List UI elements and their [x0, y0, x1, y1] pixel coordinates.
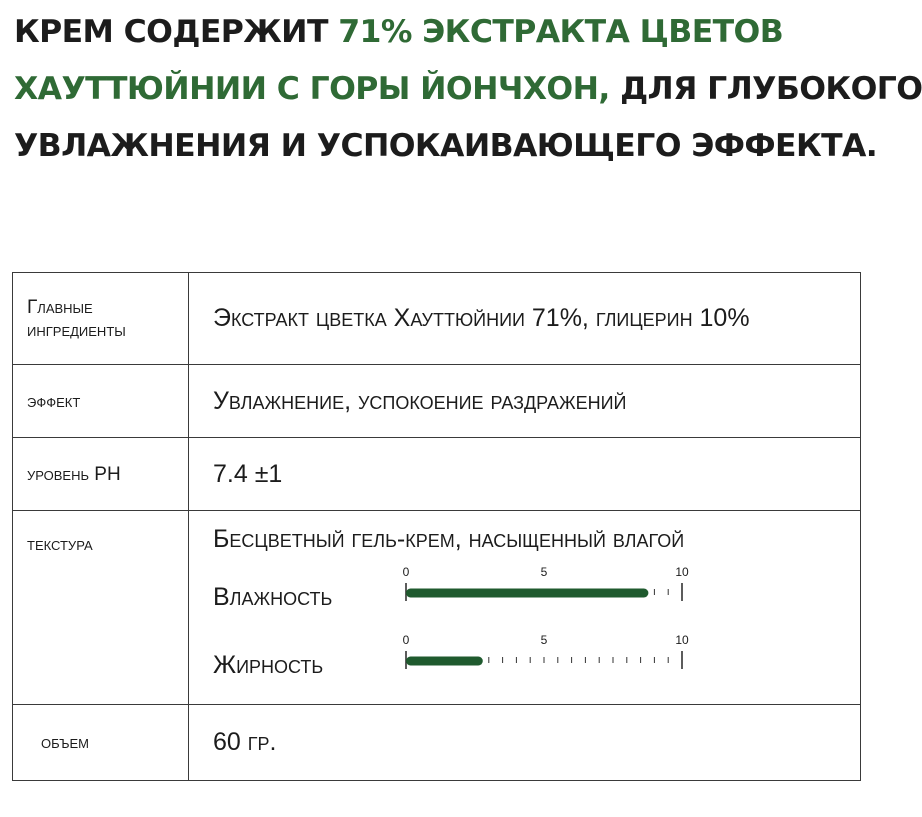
scale-oiliness-label: Жирность [213, 651, 324, 679]
ingredients-label-line2: ингредиенты [27, 319, 126, 341]
scale-tick-label: 5 [540, 633, 548, 647]
scale-tick-label: 0 [402, 565, 410, 579]
headline-highlight: 71% ЭКСТРАКТА ЦВЕТОВ [338, 14, 784, 50]
texture-label: текстура [13, 511, 189, 705]
table-row-ph [13, 438, 861, 511]
effect-value: Увлажнение, успокоение раздражений [189, 365, 861, 438]
scale-bar [406, 657, 483, 666]
headline-text: КРЕМ СОДЕРЖИТ [14, 14, 339, 50]
headline-line-1 [14, 4, 864, 61]
scale-oiliness [213, 633, 860, 701]
scale-tick-label: 10 [675, 633, 689, 647]
scale-tick-label: 5 [540, 565, 548, 579]
table-row-texture [13, 511, 861, 705]
table-row-ingredients [13, 273, 861, 365]
ingredients-label-line1: Главные [27, 296, 93, 318]
effect-label: эффект [13, 365, 189, 438]
ingredients-label [13, 273, 189, 365]
volume-value: 60 гр. [189, 705, 861, 781]
ph-label: уровень PH [13, 438, 189, 511]
scale-tick-label: 10 [675, 565, 689, 579]
scale-bar [406, 589, 648, 598]
volume-label: объем [13, 705, 189, 781]
texture-value: Бесцветный гель-крем, насыщенный влагой [213, 525, 685, 553]
oiliness-scale-graphic [397, 633, 697, 689]
texture-cell [189, 511, 861, 705]
ingredients-value: Экстракт цветка Хауттюйнии 71%, глицерин 10% [189, 273, 861, 365]
headline-line-3: УВЛАЖНЕНИЯ И УСПОКАИВАЮЩЕГО ЭФФЕКТА. [14, 128, 878, 164]
scale-tick-label: 0 [402, 633, 410, 647]
table-row-effect [13, 365, 861, 438]
headline [14, 4, 922, 175]
ph-value: 7.4 ±1 [189, 438, 861, 511]
headline-line-2 [14, 61, 922, 118]
table-row-volume [13, 705, 861, 781]
headline-text: ДЛЯ ГЛУБОКОГО [609, 71, 922, 107]
scale-moisture-label: Влажность [213, 583, 333, 611]
scale-moisture [213, 565, 860, 633]
headline-highlight: ХАУТТЮЙНИИ С ГОРЫ ЙОНЧХОН, [14, 71, 610, 107]
spec-table [12, 272, 861, 781]
moisture-scale-graphic [397, 565, 697, 621]
